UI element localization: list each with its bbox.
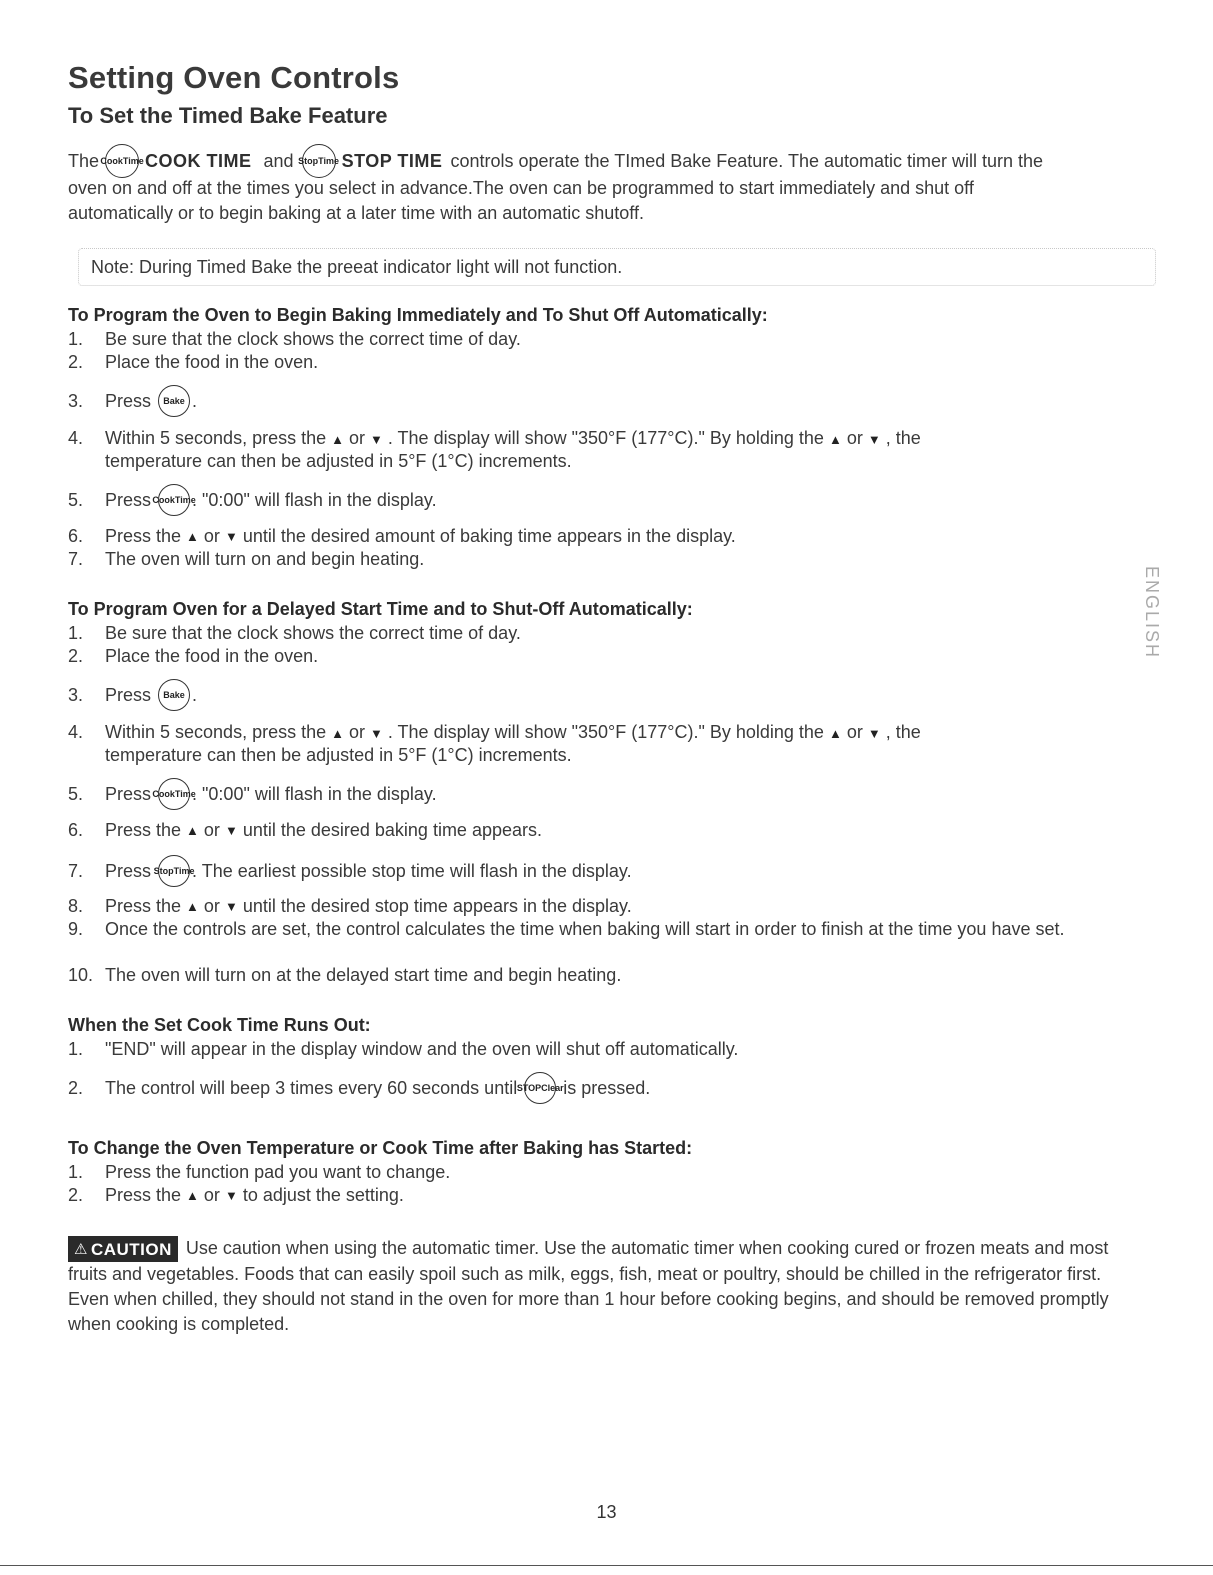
down-arrow-icon: ▼	[224, 529, 238, 544]
section3-heading: When the Set Cook Time Runs Out:	[68, 1015, 371, 1035]
s2-step-2: 2. Place the food in the oven.	[68, 646, 319, 666]
s2-step-4-line2: temperature can then be adjusted in 5°F (1°C) increments.	[105, 745, 572, 765]
s1-step-2: 2. Place the food in the oven.	[68, 352, 319, 372]
stop-clear-pad-icon: STOP Clear	[524, 1072, 556, 1104]
s2-step-4: 4. Within 5 seconds, press the ▲ or ▼ . The display will show "350°F (177°C)." By holding the ▲ or ▼ , the	[68, 721, 921, 745]
s2-step-3: 3. Press Bake .	[68, 679, 197, 711]
note-text: Note: During Timed Bake the preeat indicator light will not function.	[91, 256, 623, 277]
bake-pad-icon: Bake	[158, 385, 190, 417]
up-arrow-icon: ▲	[186, 899, 199, 914]
s2-step-1: 1. Be sure that the clock shows the correct time of day.	[68, 623, 521, 643]
stop-time-pad-icon: Stop Time	[158, 855, 190, 887]
note-box	[78, 248, 1156, 286]
down-arrow-icon: ▼	[867, 725, 881, 741]
intro-cook-time: COOK TIME	[145, 150, 252, 171]
cook-time-pad-icon: Cook Time	[158, 778, 190, 810]
s2-step-9: 9. Once the controls are set, the control calculates the time when baking will start in order to finish at the time you have set.	[68, 919, 1065, 939]
up-arrow-icon: ▲	[828, 725, 842, 741]
section2-heading: To Program Oven for a Delayed Start Time and to Shut-Off Automatically:	[68, 599, 693, 619]
bake-pad-icon: Bake	[158, 679, 190, 711]
down-arrow-icon: ▼	[224, 1188, 238, 1203]
up-arrow-icon: ▲	[331, 725, 344, 741]
s3-step-1: 1. "END" will appear in the display window and the oven will shut off automatically.	[68, 1039, 739, 1059]
cook-time-pad-icon: Cook Time	[105, 144, 139, 178]
intro-the: The	[68, 150, 100, 171]
s2-step-6: 6. Press the ▲ or ▼ until the desired baking time appears.	[68, 820, 542, 840]
side-tab-label: ENGLISH	[1142, 566, 1162, 660]
s1-step-5: 5. Press Cook Time . "0:00" will flash in the display.	[68, 484, 437, 516]
down-arrow-icon: ▼	[370, 725, 383, 741]
s1-step-4: 4. Within 5 seconds, press the ▲ or ▼ . The display will show "350°F (177°C)." By holding the ▲ or ▼ , the	[68, 427, 921, 451]
up-arrow-icon: ▲	[828, 431, 842, 447]
section4-heading: To Change the Oven Temperature or Cook Time after Baking has Started:	[68, 1138, 693, 1158]
down-arrow-icon: ▼	[224, 899, 238, 914]
up-arrow-icon: ▲	[186, 1188, 199, 1203]
page-number: 13	[596, 1502, 617, 1522]
s2-step-8: 8. Press the ▲ or ▼ until the desired stop time appears in the display.	[68, 896, 632, 916]
s1-step-6: 6. Press the ▲ or ▼ until the desired amount of baking time appears in the display.	[68, 526, 736, 546]
intro-and: and	[263, 150, 294, 171]
caution-badge: ⚠ CAUTION	[68, 1236, 178, 1262]
down-arrow-icon: ▼	[370, 431, 383, 447]
footer-rule	[0, 1565, 1213, 1566]
stop-time-pad-icon: Stop Time	[302, 144, 336, 178]
cook-time-pad-icon: Cook Time	[158, 484, 190, 516]
warning-triangle-icon: ⚠	[74, 1240, 88, 1258]
s3-step-2: 2. The control will beep 3 times every 60 seconds until STOP Clear is pressed.	[68, 1072, 650, 1104]
s1-step-4-line2: temperature can then be adjusted in 5°F (1°C) increments.	[105, 451, 572, 471]
s2-step-5: 5. Press Cook Time . "0:00" will flash in the display.	[68, 778, 437, 810]
intro-line2: oven on and off at the times you select in advance.The oven can be programmed to start immediately and shut off	[68, 178, 974, 198]
intro-paragraph	[68, 146, 1148, 226]
s1-step-1: 1. Be sure that the clock shows the correct time of day.	[68, 329, 521, 349]
s4-step-2: 2. Press the ▲ or ▼ to adjust the setting.	[68, 1185, 404, 1205]
down-arrow-icon: ▼	[224, 823, 238, 838]
caution-paragraph	[68, 1236, 1138, 1337]
down-arrow-icon: ▼	[867, 431, 881, 447]
caution-text: Use caution when using the automatic timer. Use the automatic timer when cooking cured or frozen meats and most fruits and vegetables. Foods that can easily spoil such as milk, eggs, fish, meat or poultry, should be chilled in the refrigerator first. Even when chilled, they should not stand in the oven for more than 1 hour before cooking begins, and should be removed promptly when cooking is completed.	[68, 1238, 1109, 1335]
s4-step-1: 1. Press the function pad you want to change.	[68, 1162, 451, 1182]
side-language-tab	[1128, 560, 1168, 690]
intro-stop-time: STOP TIME	[341, 150, 443, 171]
page-subtitle: To Set the Timed Bake Feature	[68, 103, 388, 128]
s1-step-7: 7. The oven will turn on and begin heating.	[68, 549, 425, 569]
s2-step-7: 7. Press Stop Time . The earliest possible stop time will flash in the display.	[68, 855, 632, 887]
page-title: Setting Oven Controls	[68, 60, 400, 95]
up-arrow-icon: ▲	[186, 823, 199, 838]
up-arrow-icon: ▲	[331, 431, 344, 447]
s1-step-3: 3. Press Bake .	[68, 385, 197, 417]
intro-rest: controls operate the TImed Bake Feature. The automatic timer will turn the	[450, 150, 1044, 171]
intro-line3: automatically or to begin baking at a later time with an automatic shutoff.	[68, 203, 644, 223]
s2-step-10: 10. The oven will turn on at the delayed start time and begin heating.	[68, 965, 622, 985]
up-arrow-icon: ▲	[186, 529, 199, 544]
section1-heading: To Program the Oven to Begin Baking Immediately and To Shut Off Automatically:	[68, 305, 768, 325]
